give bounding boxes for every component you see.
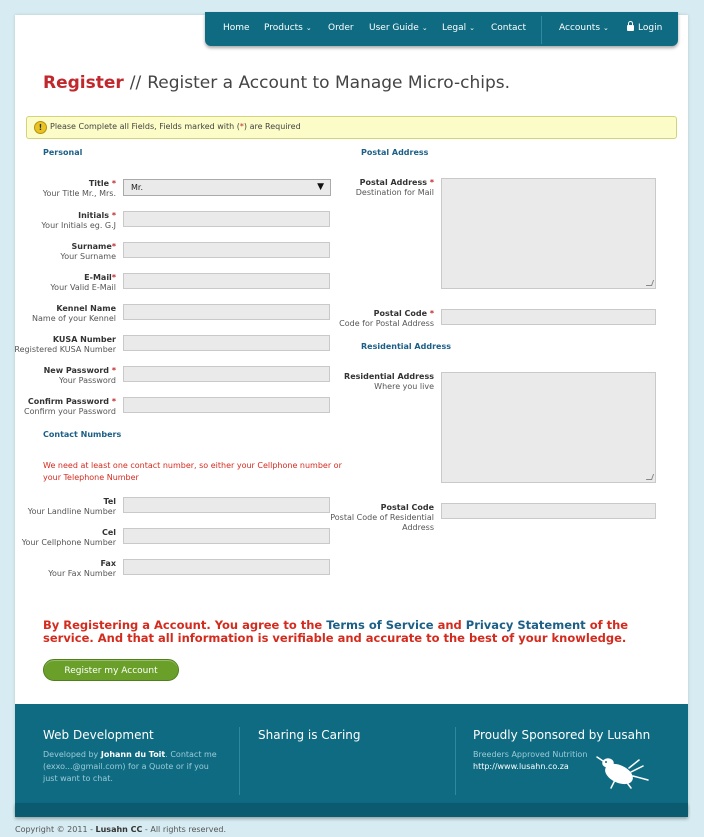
postal-address-hint: Destination for Mail [355,188,434,197]
page-title-separator: // [129,73,142,93]
footer-divider [455,727,456,795]
personal-section-title: Personal [43,148,83,157]
surname-label-text: Surname [71,242,112,251]
kusa-label [14,335,116,355]
initials-input[interactable] [123,211,330,227]
nav-login-label: Login [638,23,663,33]
footer-divider [239,727,240,795]
cel-hint: Your Cellphone Number [21,538,116,547]
warning-icon: ! [34,121,47,134]
residential-address-hint: Where you live [374,382,434,391]
terms-agreement [43,619,663,645]
copyright-prefix: Copyright © 2011 - [15,825,96,834]
copyright-suffix: - All rights reserved. [142,825,227,834]
required-fields-notice [26,116,677,139]
postal-code-label [339,309,434,329]
kusa-label-text: KUSA Number [52,335,116,344]
terms-of-service-link[interactable]: Terms of Service [326,618,434,632]
required-mark: * [429,178,434,187]
copyright-company: Lusahn CC [95,825,143,834]
kennel-label-text: Kennel Name [56,304,116,313]
surname-hint: Your Surname [60,252,116,261]
password-label [44,366,116,386]
chevron-down-icon: ⌄ [421,24,428,32]
nav-products[interactable] [264,12,312,44]
confirm-password-input[interactable] [123,397,330,413]
initials-label-text: Initials [78,211,110,220]
tel-hint: Your Landline Number [27,507,116,516]
postal-code-input[interactable] [441,309,656,325]
fax-input[interactable] [123,559,330,575]
residential-section-title: Residential Address [361,342,451,351]
kennel-input[interactable] [123,304,330,320]
surname-input[interactable] [123,242,330,258]
cel-input[interactable] [123,528,330,544]
email-hint: Your Valid E-Mail [50,283,116,292]
required-mark: * [111,397,116,406]
surname-label [60,242,116,262]
postal-code-label-text: Postal Code [373,309,428,318]
tel-input[interactable] [123,497,330,513]
residential-code-input[interactable] [441,503,656,519]
confirm-password-label-text: Confirm Password [27,397,110,406]
nav-order-label: Order [328,23,354,33]
kusa-hint: Registered KUSA Number [14,345,116,354]
page-title-register: Register [43,73,124,93]
dropdown-arrow-icon: ▼ [317,182,324,192]
required-mark: * [111,366,116,375]
residential-code-hint: Postal Code of Residential Address [330,513,434,532]
required-mark: * [111,211,116,220]
footer-developer-name[interactable]: Johann du Toit [100,750,166,759]
required-mark: * [111,179,116,188]
title-select[interactable] [123,179,331,196]
copyright [15,825,226,834]
footer-sponsor-text: Breeders Approved Nutrition [473,750,588,759]
chevron-down-icon: ⌄ [305,24,312,32]
cel-label [22,528,116,548]
fax-label-text: Fax [100,559,116,568]
nav-accounts-label: Accounts [559,23,601,33]
footer-sponsor-link[interactable]: http://www.lusahn.co.za [473,762,569,771]
notice-text [50,122,301,131]
postal-code-hint: Code for Postal Address [339,319,434,328]
nav-contact[interactable] [491,12,526,44]
kennel-hint: Name of your Kennel [32,314,116,323]
nav-divider [541,16,542,44]
residential-code-label-text: Postal Code [380,503,434,512]
privacy-statement-link[interactable]: Privacy Statement [465,618,586,632]
footer-sponsor-title: Proudly Sponsored by Lusahn [473,728,651,742]
fax-label [48,559,116,579]
nav-contact-label: Contact [491,23,527,33]
nav-login[interactable] [627,12,662,44]
postal-address-textarea[interactable] [441,178,656,289]
nav-legal-label: Legal [442,23,467,33]
notice-star: * [239,122,244,131]
password-label-text: New Password [43,366,110,375]
page-subtitle: Register a Account to Manage Micro-chips. [147,73,511,93]
lock-icon [627,25,634,31]
terms-text-and: and [433,618,466,632]
confirm-password-hint: Confirm your Password [24,407,116,416]
postal-address-label [356,178,434,198]
terms-text-2: of the service. And that all information is verifiable and accurate to the best of your knowledge. [43,618,629,645]
tel-label-text: Tel [103,497,116,506]
terms-text-1: By Registering a Account. You agree to the [43,618,327,632]
email-input[interactable] [123,273,330,289]
footer-sharing-title: Sharing is Caring [258,728,361,742]
nav-user-guide[interactable] [369,12,428,44]
kusa-input[interactable] [123,335,330,351]
residential-code-label [324,503,434,533]
password-input[interactable] [123,366,330,382]
nav-user-guide-label: User Guide [369,23,419,33]
postal-section-title: Postal Address [361,148,429,157]
title-label [43,179,116,199]
nav-accounts[interactable] [559,12,609,44]
fax-hint: Your Fax Number [48,569,116,578]
footer-web-dev-text [43,749,223,785]
title-hint: Your Title Mr., Mrs. [42,189,116,198]
nav-home[interactable] [223,12,250,44]
notice-text-after: ) are Required [243,122,301,131]
contact-section-title: Contact Numbers [43,430,122,439]
required-mark: * [429,309,434,318]
register-button[interactable]: Register my Account [43,659,179,681]
chevron-down-icon: ⌄ [469,24,475,32]
notice-text-before: Please Complete all Fields, Fields marked with ( [50,122,240,131]
residential-address-label [344,372,434,392]
residential-address-label-text: Residential Address [344,372,434,381]
page-title [43,73,510,93]
required-mark: * [111,273,116,282]
footer-dev-prefix: Developed by [43,750,101,759]
email-label-text: E-Mail [84,273,112,282]
nav-order[interactable] [328,12,354,44]
nav-home-label: Home [223,23,250,33]
password-hint: Your Password [59,376,116,385]
cel-label-text: Cel [101,528,116,537]
kennel-label [32,304,116,324]
chevron-down-icon: ⌄ [603,24,609,32]
confirm-password-label [24,397,116,417]
email-label [50,273,116,293]
contact-message: We need at least one contact number, so either your Cellphone number or your Telephone Number [43,461,342,482]
required-mark: * [111,242,116,251]
footer-web-dev-title: Web Development [43,728,154,742]
nav-legal[interactable] [442,12,475,44]
dog-logo-icon [593,752,651,790]
title-select-value: Mr. [131,183,143,192]
residential-address-textarea[interactable] [441,372,656,483]
initials-hint: Your Initials eg. G.J [41,221,116,230]
footer-dev-suffix: . Contact me (exxo...@gmail.com) for a Quote or if you just want to chat. [43,750,217,783]
tel-label [28,497,116,517]
nav-products-label: Products [264,23,303,33]
postal-address-label-text: Postal Address [359,178,428,187]
initials-label [41,211,116,231]
footer-bottom-bar [15,803,688,817]
title-label-text: Title [88,179,110,188]
